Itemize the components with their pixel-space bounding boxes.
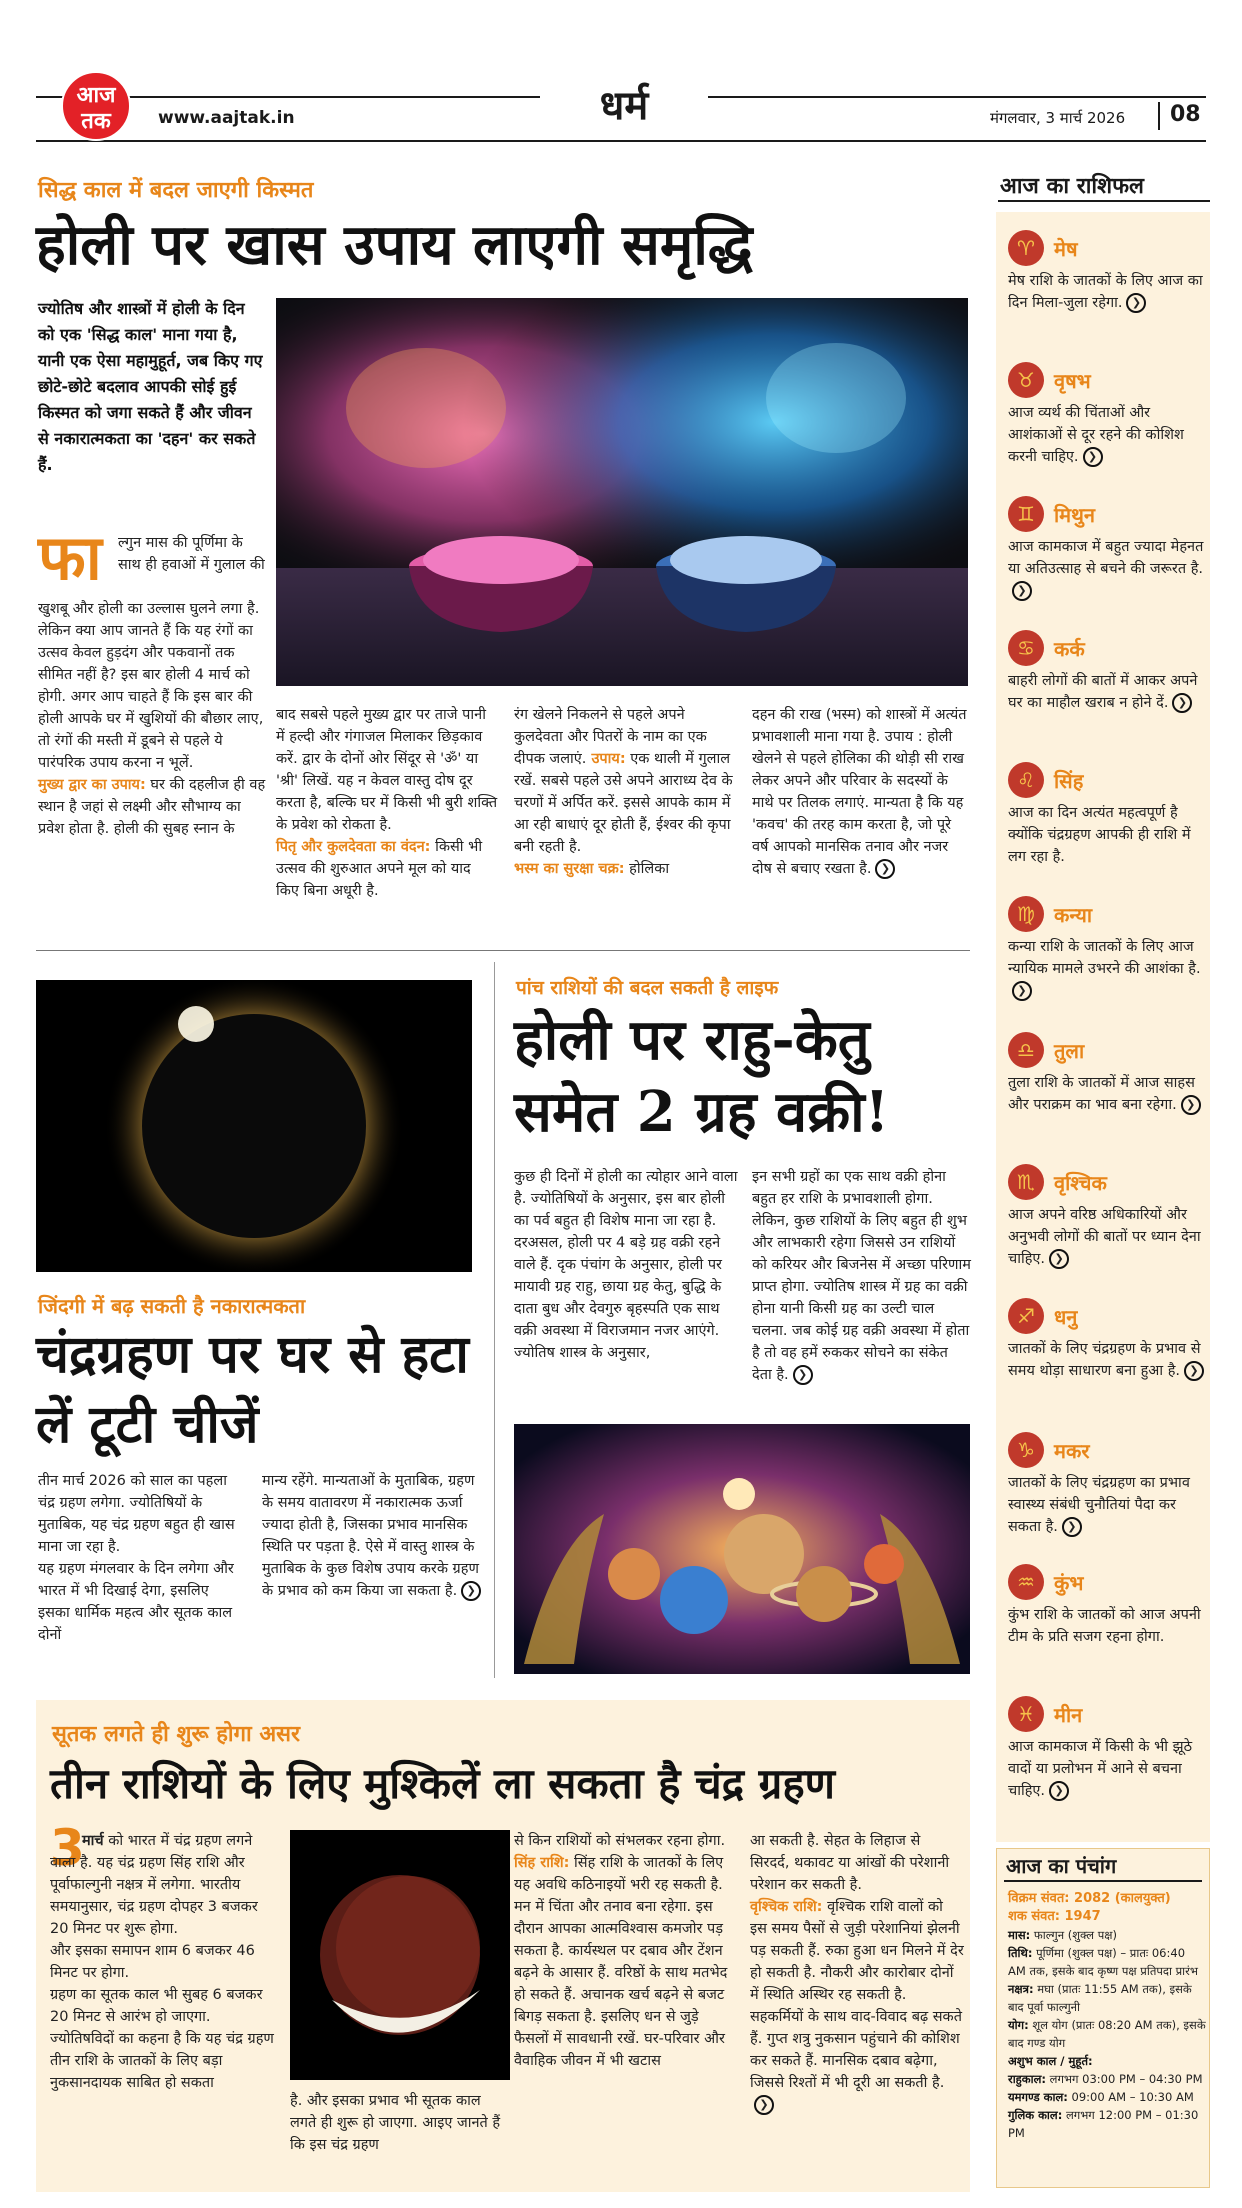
aquarius-icon: ♒ — [1008, 1564, 1044, 1600]
rashi-item-vrishabh[interactable] — [1008, 360, 1208, 468]
article1-col2 — [276, 704, 498, 902]
article1-col1-lead: ल्गुन मास की पूर्णिमा के साथ ही हवाओं में गुलाल की — [118, 535, 265, 573]
rashi-item-mesh[interactable] — [1008, 228, 1208, 314]
article4-col3 — [514, 1830, 736, 2072]
read-more-arrow-icon[interactable]: ❯ — [1181, 1095, 1201, 1115]
page-number: 08 — [1170, 102, 1201, 127]
read-more-arrow-icon[interactable]: ❯ — [1012, 581, 1032, 601]
article3-col2-text: मान्य रहेंगे. मान्यताओं के मुताबिक, ग्रहण के समय वातावरण में नकारात्मक ऊर्जा ज्यादा होती है, जिसका प्रभाव मानसिक स्थिति पर पड़ता है. ऐसे में वास्तु शास्त्र के मुताबिक के कुछ विशेष उपाय करके ग्रहण के प्रभाव को कम किया जा सकता है. — [262, 1473, 479, 1599]
aajtak-logo[interactable] — [38, 70, 146, 142]
article1-col1-text: खुशबू और होली का उल्लास घुलने लगा है. लेकिन क्या आप जानते हैं कि यह रंगों का उत्सव केवल हुड़दंग और पकवानों तक सीमित नहीं है? इस बार होली 4 मार्च को होगी. अगर आप चाहते हैं कि इस बार की होली आपके घर में खुशियों की बौछार लाए, तो रंगों की मस्ती में डूबने से पहले ये पारंपरिक उपाय करना न भूलें. — [38, 601, 264, 771]
read-more-arrow-icon[interactable]: ❯ — [1049, 1781, 1069, 1801]
rashi-name: मकर — [1054, 1438, 1090, 1463]
rashi-name: कन्या — [1054, 902, 1093, 927]
article2-kicker: पांच राशियों की बदल सकती है लाइफ — [516, 977, 779, 999]
rashi-text: मेष राशि के जातकों के लिए आज का दिन मिला-जुला रहेगा. ❯ — [1008, 273, 1203, 311]
panchang-maas: मास: फाल्गुन (शुक्ल पक्ष) — [1008, 1928, 1118, 1942]
article3-kicker: जिंदगी में बढ़ सकती है नकारात्मकता — [38, 1294, 306, 1318]
section-title: धर्म — [540, 78, 708, 134]
scorpio-icon: ♏ — [1008, 1164, 1044, 1200]
rashi-name: वृषभ — [1054, 368, 1091, 393]
article2-col2-text: इन सभी ग्रहों का एक साथ वक्री होना बहुत हर राशि के प्रभावशाली होगा. लेकिन, कुछ राशियों के लिए बहुत ही शुभ और लाभकारी रहेगा जिससे उन राशियों को करियर और बिजनेस में अच्छा परिणाम प्राप्त होगा. ज्योतिष शास्त्र में ग्रह का वक्री होना यानी किसी ग्रह का उल्टी चाल चलना. जब कोई ग्रह वक्री अवस्था में होता है तो वह हमें रुककर सोचने का संकेत देता है. — [752, 1169, 971, 1383]
article2-headline[interactable]: होली पर राहु-केतु समेत 2 ग्रह वक्री! — [514, 1007, 890, 1145]
panchang-gulik: गुलिक काल: लगभग 12:00 PM – 01:30 PM — [1008, 2108, 1199, 2140]
article4-dropcap: 3 — [50, 1819, 85, 1877]
page-separator — [1158, 102, 1160, 130]
rashi-item-mithun[interactable] — [1008, 494, 1208, 602]
panchang-title: आज का पंचांग — [1006, 1854, 1117, 1878]
article4-kicker: सूतक लगते ही शुरू होगा असर — [52, 1722, 301, 1747]
rashi-item-tula[interactable] — [1008, 1030, 1208, 1116]
article1-col2-tail: किसी भी उत्सव की शुरुआत अपने मूल को याद किए बिना अधूरी है. — [276, 839, 483, 899]
article1-dropcap: फा — [38, 521, 102, 594]
panchang-yamgand: यमगण्ड काल: 09:00 AM – 10:30 AM — [1008, 2090, 1194, 2104]
panchang-nakshatra: नक्षत्र: मघा (प्रातः 11:55 AM तक), इसके बाद पूर्वा फाल्गुनी — [1008, 1982, 1192, 2014]
rashi-text: आज का दिन अत्यंत महत्वपूर्ण है क्योंकि चंद्रग्रहण आपकी ही राशि में लग रहा है. — [1008, 805, 1191, 865]
rashi-name: सिंह — [1054, 768, 1084, 793]
article4-col3-text-a: से किन राशियों को संभलकर रहना होगा. — [514, 1833, 726, 1849]
article4-col3-subhead: सिंह राशि: — [514, 1855, 570, 1871]
read-more-arrow-icon[interactable]: ❯ — [793, 1365, 813, 1385]
article1-col1-subhead: मुख्य द्वार का उपाय: — [38, 777, 146, 793]
rashifal-rule — [998, 200, 1210, 202]
article3-col1-text: तीन मार्च 2026 को साल का पहला चंद्र ग्रहण लगेगा. ज्योतिषियों के मुताबिक, यह चंद्र ग्रहण बहुत ही खास माना जा रहा है. — [38, 1473, 235, 1555]
logo-text-top: आज — [76, 83, 116, 108]
article4-col4-subhead: वृश्चिक राशि: — [750, 1899, 823, 1915]
logo-text-bottom: तक — [81, 109, 111, 134]
rashi-item-kumbh[interactable] — [1008, 1562, 1208, 1648]
rashi-name: धनु — [1054, 1304, 1078, 1329]
rashi-item-dhanu[interactable] — [1008, 1296, 1208, 1382]
holi-colour-bowls-image — [276, 298, 968, 686]
article2-col1-text-b: दरअसल, होली पर 4 बड़े ग्रह वक्री रहने वाले हैं. दृक पंचांग के अनुसार, होली पर मायावी ग्रह राहु, छाया ग्रह केतु, बुद्धि के दाता बुध और देवगुरु बृहस्पति एक साथ वक्री अवस्था में विराजमान नजर आएंगे. ज्योतिष शास्त्र के अनुसार, — [514, 1235, 722, 1361]
section-divider — [36, 950, 970, 951]
header-rule-bottom — [36, 140, 1206, 142]
article1-col3-text-a: रंग खेलने निकलने से पहले अपने कुलदेवता और पितरों के नाम का एक दीपक जलाएं. — [514, 707, 707, 767]
vikram-samvat: विक्रम संवत: 2082 (कालयुक्त) — [1008, 1891, 1171, 1906]
read-more-arrow-icon[interactable]: ❯ — [1049, 1249, 1069, 1269]
rashi-text: आज व्यर्थ की चिंताओं और आशंकाओं से दूर रहने की कोशिश करनी चाहिए. ❯ — [1008, 405, 1184, 465]
read-more-arrow-icon[interactable]: ❯ — [1012, 981, 1032, 1001]
article1-col3 — [514, 704, 736, 880]
rashi-text: आज कामकाज में बहुत ज्यादा मेहनत या अतिउत्साह से बचने की जरूरत है.❯ — [1008, 536, 1208, 602]
article1-col4-text: दहन की राख (भस्म) को शास्त्रों में अत्यंत प्रभावशाली माना गया है. उपाय : होली खेलने से पहले होलिका की थोड़ी सी राख लेकर अपने और परिवार के सदस्यों के माथे पर तिलक लगाएं. मान्यता है कि यह 'कवच' की तरह काम करता है, जो पूरे वर्ष आपको मानसिक तनाव और नजर दोष से बचाए रखता है. — [752, 707, 967, 877]
read-more-arrow-icon[interactable]: ❯ — [1083, 447, 1103, 467]
read-more-arrow-icon[interactable]: ❯ — [1184, 1361, 1204, 1381]
article4-col4-text-a: आ सकती है. सेहत के लिहाज से सिरदर्द, थकावट या आंखों की परेशानी परेशान कर सकती है. — [750, 1833, 950, 1893]
article4-col4 — [750, 1830, 964, 2116]
article1-col3-subhead: उपाय: — [586, 751, 626, 767]
virgo-icon: ♍ — [1008, 896, 1044, 932]
panchang-rahukaal: राहुकाल: लगभग 03:00 PM – 04:30 PM — [1008, 2072, 1203, 2086]
article1-col3-text-b: एक थाली में गुलाल रखें. सबसे पहले उसे अपने आराध्य देव के चरणों में अर्पित करें. इससे आपके काम में आ रही बाधाएं दूर होती हैं, ईश्वर की कृपा बनी रहती है. — [514, 751, 733, 855]
panchang-body — [1008, 1890, 1206, 2142]
rashi-text: बाहरी लोगों की बातों में आकर अपने घर का माहौल खराब न होने दें. ❯ — [1008, 673, 1198, 711]
rashi-name: कुंभ — [1054, 1570, 1084, 1595]
libra-icon: ♎ — [1008, 1032, 1044, 1068]
article4-col4-text-b: वृश्चिक राशि वालों को इस समय पैसों से जुड़ी परेशानियां झेलनी पड़ सकती हैं. रुका हुआ धन मिलने में देर हो सकती है. नौकरी और कारोबार दोनों में स्थिति अस्थिर रह सकती है. सहकर्मियों के साथ वाद-विवाद बढ़ सकते हैं. गुप्त शत्रु नुकसान पहुंचाने की कोशिश कर सकते हैं. मानसिक दबाव बढ़ेगा, जिससे रिश्तों में भी दूरी आ सकती है. — [750, 1899, 964, 2091]
pisces-icon: ♓ — [1008, 1696, 1044, 1732]
rashi-item-meen[interactable] — [1008, 1694, 1208, 1802]
read-more-arrow-icon[interactable]: ❯ — [1172, 693, 1192, 713]
shak-samvat: शक संवत: 1947 — [1008, 1909, 1101, 1924]
rashi-item-kark[interactable] — [1008, 628, 1208, 714]
article4-col1-text: को भारत में चंद्र ग्रहण लगने वाला है. यह चंद्र ग्रहण सिंह राशि और पूर्वाफाल्गुनी नक्षत्र में लगेगा. भारतीय समयानुसार, चंद्र ग्रहण दोपहर 3 बजकर 20 मिनट पर शुरू होगा. — [50, 1833, 258, 1937]
capricorn-icon: ♑ — [1008, 1432, 1044, 1468]
rashi-name: तुला — [1054, 1038, 1085, 1063]
planets-dragons-image — [514, 1424, 970, 1674]
rashi-text: तुला राशि के जातकों में आज साहस और पराक्रम का भाव बना रहेगा. ❯ — [1008, 1072, 1208, 1116]
solar-eclipse-image — [36, 980, 472, 1272]
article4-col1-text-b: और इसका समापन शाम 6 बजकर 46 मिनट पर होगा. — [50, 1943, 255, 1981]
rashi-item-singh[interactable] — [1008, 760, 1208, 868]
article3-col1 — [38, 1470, 244, 1646]
article1-col4 — [752, 704, 972, 880]
rashi-name: मेष — [1054, 236, 1078, 261]
article3-headline[interactable]: चंद्रग्रहण पर घर से हटा लें टूटी चीजें — [36, 1324, 469, 1455]
rashi-text: आज कामकाज में किसी के भी झूठे वादों या प्रलोभन में आने से बचना चाहिए. ❯ — [1008, 1739, 1193, 1799]
article4-col3-text-b: सिंह राशि के जातकों के लिए यह अवधि कठिनाइयों भरी रह सकती है. मन में चिंता और तनाव बना रहेगा. इस दौरान आपका आत्मविश्वास कमजोर पड़ सकता है. कार्यस्थल पर दबाव और टेंशन बढ़ने के आसार हैं. वरिष्ठों के साथ मतभेद हो सकते हैं. अचानक खर्च बढ़ने से बजट बिगड़ सकता है. इसलिए धन से जुड़े फैसलों में सावधानी रखें. घर-परिवार और वैवाहिक जीवन में भी खटास — [514, 1855, 728, 2069]
rashifal-title: आज का राशिफल — [1000, 174, 1144, 199]
article1-col2-text: बाद सबसे पहले मुख्य द्वार पर ताजे पानी में हल्दी और गंगाजल मिलाकर छिड़काव करें. द्वार के दोनों ओर सिंदूर से 'ॐ' या 'श्री' लिखें. यह न केवल वास्तु दोष दूर करता है, बल्कि घर में किसी भी बुरी शक्ति के प्रवेश को रोकता है. — [276, 707, 498, 833]
panchang-ashubh: अशुभ काल / मुहूर्त: — [1008, 2054, 1093, 2068]
article3-col1-text-b: यह ग्रहण मंगलवार के दिन लगेगा और भारत में भी दिखाई देगा, इसलिए इसका धार्मिक महत्व और सूतक काल दोनों — [38, 1561, 234, 1643]
panchang-yog: योग: शूल योग (प्रातः 08:20 AM तक), इसके बाद गण्ड योग — [1008, 2018, 1206, 2050]
rashi-name: वृश्चिक — [1054, 1170, 1107, 1195]
rashi-text: जातकों के लिए चंद्रग्रहण का प्रभाव स्वास्थ्य संबंधी चुनौतियां पैदा कर सकता है. ❯ — [1008, 1475, 1190, 1535]
rashi-name: कर्क — [1054, 636, 1085, 661]
article4-col1-lead: मार्च — [82, 1833, 104, 1849]
rashi-text: कुंभ राशि के जातकों को आज अपनी टीम के प्रति सजग रहना होगा. — [1008, 1607, 1201, 1645]
read-more-arrow-icon[interactable]: ❯ — [875, 859, 895, 879]
rashi-name: मीन — [1054, 1702, 1083, 1727]
article3-col2 — [262, 1470, 482, 1602]
lunar-eclipse-image — [290, 1830, 510, 2080]
sagittarius-icon: ♐ — [1008, 1298, 1044, 1334]
site-url[interactable]: www.aajtak.in — [158, 108, 295, 128]
read-more-arrow-icon[interactable]: ❯ — [1062, 1517, 1082, 1537]
rashi-text: जातकों के लिए चंद्रग्रहण के प्रभाव से समय थोड़ा साधारण बना हुआ है. ❯ — [1008, 1338, 1208, 1382]
article1-col2-subhead: पितृ और कुलदेवता का वंदन: — [276, 839, 431, 855]
article1-col3-subhead2: भस्म का सुरक्षा चक्र: — [514, 861, 625, 877]
column-separator — [494, 962, 495, 1678]
article1-col1 — [38, 598, 266, 840]
article1-intro: ज्योतिष और शास्त्रों में होली के दिन को एक 'सिद्ध काल' माना गया है, यानी एक ऐसा महामुहूर्त, जब किए गए छोटे-छोटे बदलाव आपकी सोई हुई किस्मत को जगा सकते हैं और जीवन से नकारात्मकता का 'दहन' कर सकते हैं. — [38, 299, 263, 474]
rashi-name: मिथुन — [1054, 502, 1096, 527]
rashi-text: कन्या राशि के जातकों के लिए आज न्यायिक मामले उभरने की आशंका है.❯ — [1008, 936, 1208, 1002]
aries-icon: ♈ — [1008, 230, 1044, 266]
article4-col2: है. और इसका प्रभाव भी सूतक काल लगते ही शुरू हो जाएगा. आइए जानते हैं कि इस चंद्र ग्रहण — [290, 2093, 501, 2153]
read-more-arrow-icon[interactable]: ❯ — [754, 2095, 774, 2115]
article1-col3-tail: होलिका — [624, 861, 670, 877]
article1-headline[interactable]: होली पर खास उपाय लाएगी समृद्धि — [36, 212, 753, 278]
article2-col1 — [514, 1166, 738, 1364]
article2-col1-text: कुछ ही दिनों में होली का त्योहार आने वाला है. ज्योतिषियों के अनुसार, इस बार होली का पर्व बहुत ही विशेष माना जा रहा है. — [514, 1169, 738, 1229]
article4-col1 — [50, 1830, 274, 2094]
article4-headline[interactable]: तीन राशियों के लिए मुश्किलें ला सकता है चंद्र ग्रहण — [50, 1759, 835, 1808]
rashi-text: आज अपने वरिष्ठ अधिकारियों और अनुभवी लोगों की बातों पर ध्यान देना चाहिए. ❯ — [1008, 1207, 1201, 1267]
rashi-item-kanya[interactable] — [1008, 894, 1208, 1002]
panchang-rule — [1004, 1880, 1202, 1882]
gemini-icon: ♊ — [1008, 496, 1044, 532]
leo-icon: ♌ — [1008, 762, 1044, 798]
issue-date: मंगलवार, 3 मार्च 2026 — [990, 109, 1126, 127]
taurus-icon: ♉ — [1008, 362, 1044, 398]
rashi-item-makar[interactable] — [1008, 1430, 1208, 1538]
article1-kicker: सिद्ध काल में बदल जाएगी किस्मत — [38, 178, 314, 203]
article2-col2 — [752, 1166, 972, 1386]
rashi-item-vrishchik[interactable] — [1008, 1162, 1208, 1270]
cancer-icon: ♋ — [1008, 630, 1044, 666]
article4-col1-text-c: ग्रहण का सूतक काल भी सुबह 6 बजकर 20 मिनट से आरंभ हो जाएगा. ज्योतिषविदों का कहना है कि यह चंद्र ग्रहण तीन राशि के जातकों के लिए बड़ा नुकसानदायक साबित हो सकता — [50, 1987, 274, 2091]
read-more-arrow-icon[interactable]: ❯ — [461, 1581, 481, 1601]
read-more-arrow-icon[interactable]: ❯ — [1126, 293, 1146, 313]
article1-col1-tail: घर की दहलीज ही वह स्थान है जहां से लक्ष्मी और सौभाग्य का प्रवेश होता है. होली की सुबह स्नान के — [38, 777, 266, 837]
panchang-tithi: तिथि: पूर्णिमा (शुक्ल पक्ष) – प्रातः 06:40 AM तक, इसके बाद कृष्ण पक्ष प्रतिपदा प्रारंभ — [1008, 1946, 1198, 1978]
